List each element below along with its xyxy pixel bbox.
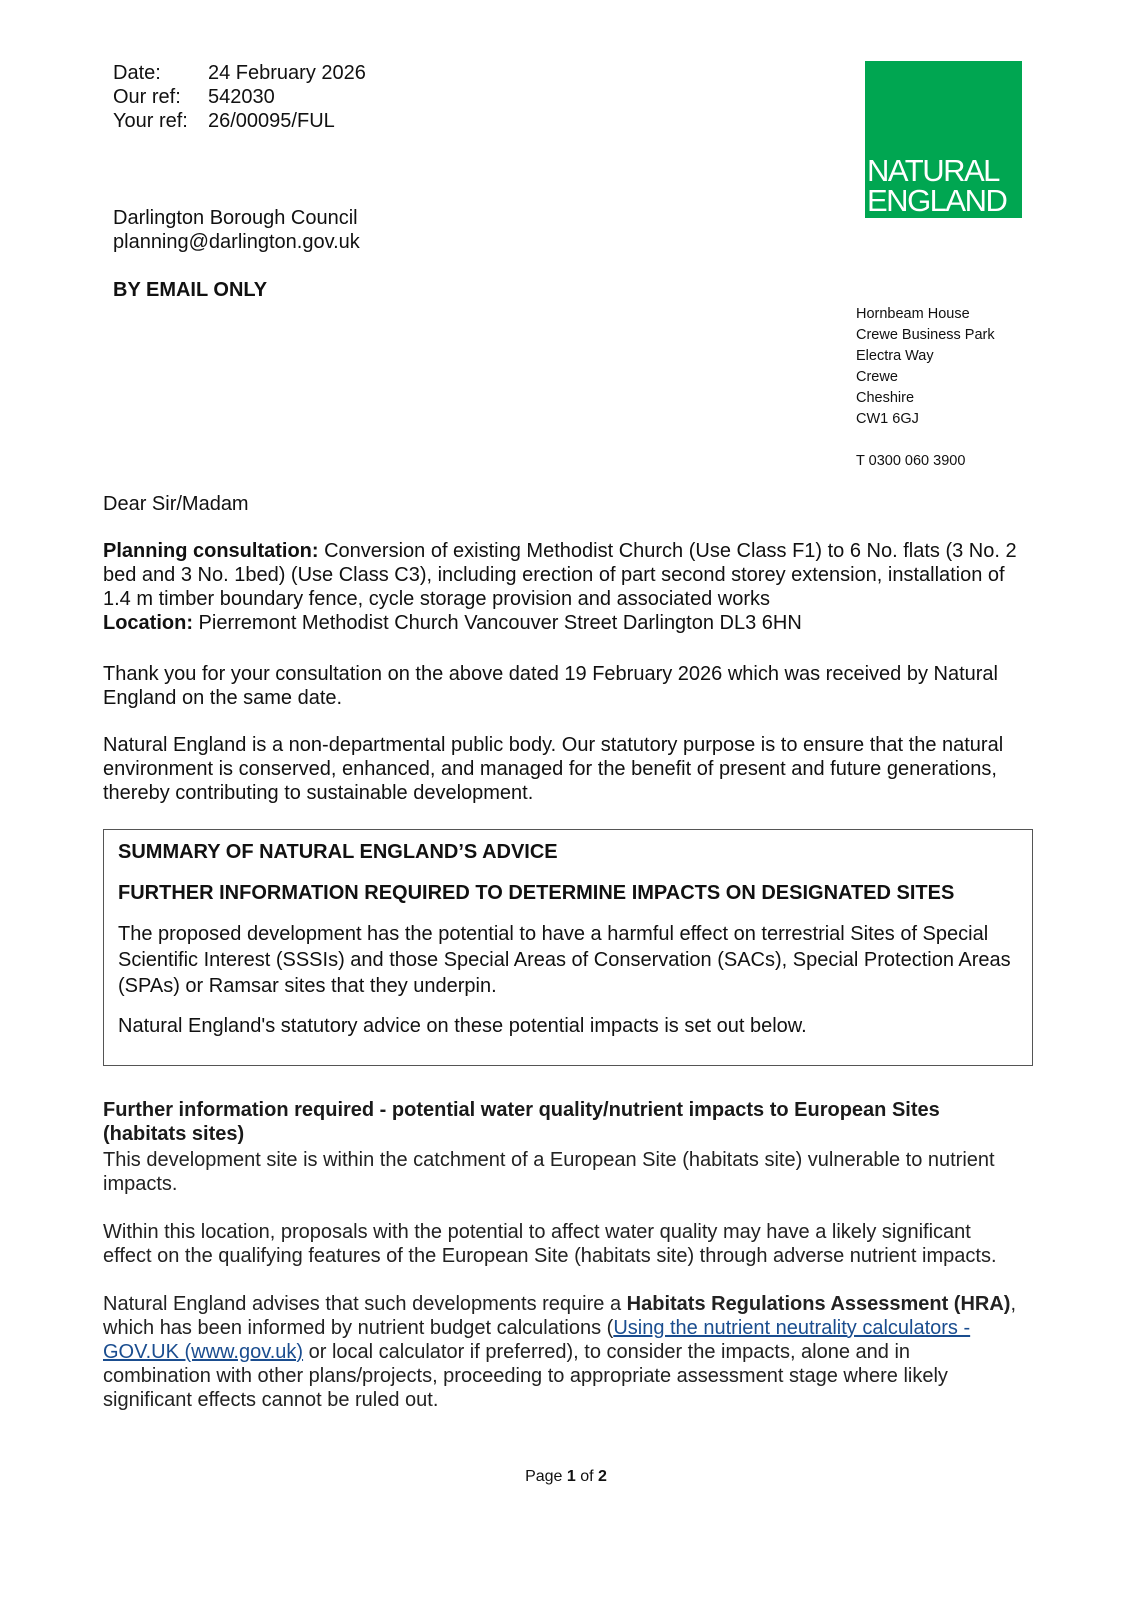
- summary-paragraph: Natural England's statutory advice on these potential impacts is set out below.: [118, 1015, 807, 1037]
- natural-england-logo: [865, 61, 1022, 218]
- salutation: Dear Sir/Madam: [103, 493, 249, 515]
- ref-key: Your ref:: [113, 110, 188, 132]
- reference-block: [113, 61, 366, 133]
- ref-row-date: [113, 61, 366, 85]
- summary-paragraph: The proposed development has the potential to have a harmful effect on terrestrial Sites of Special Scientific Interest (SSSIs) and those Special Areas of Conservation (SACs), Special Protection Areas (SPAs) or Ramsar sites that they underpin.: [118, 923, 1011, 997]
- ref-row-our-ref: [113, 85, 366, 109]
- of-word: of: [575, 1468, 599, 1485]
- purpose-paragraph: Natural England is a non-departmental public body. Our statutory purpose is to ensure that the natural environment is conserved, enhanced, and managed for the benefit of present and future generations, thereby contributing to sustainable development.: [103, 734, 1004, 804]
- logo-line-1: NATURAL: [867, 153, 999, 188]
- page-total: 2: [598, 1468, 607, 1485]
- location-label: Location:: [103, 612, 193, 634]
- ref-row-your-ref: [113, 109, 366, 133]
- nutrient-calculator-link[interactable]: Using the nutrient neutrality calculators - GOV.UK (www.gov.uk): [103, 1317, 971, 1363]
- hra-text: Natural England advises that such developments require a: [103, 1293, 627, 1315]
- sender-address: [856, 304, 995, 472]
- hra-text: , which has been informed by nutrient budget calculations (: [103, 1293, 1016, 1339]
- consultation-label: Planning consultation:: [103, 540, 319, 562]
- page-word: Page: [525, 1468, 567, 1485]
- sender-phone: T 0300 060 3900: [856, 453, 966, 469]
- addressee-email: planning@darlington.gov.uk: [113, 231, 360, 253]
- summary-subtitle: FURTHER INFORMATION REQUIRED TO DETERMINE IMPACTS ON DESIGNATED SITES: [118, 882, 955, 904]
- logo-line-2: ENGLAND: [867, 183, 1007, 218]
- further-info-section: [103, 1098, 1023, 1436]
- address-line: CW1 6GJ: [856, 411, 919, 427]
- thanks-paragraph: Thank you for your consultation on the above dated 19 February 2026 which was received by Natural England on the same date.: [103, 663, 998, 709]
- section-paragraph-hra: [103, 1292, 1023, 1412]
- ref-value: 542030: [208, 86, 275, 108]
- addressee-name: Darlington Borough Council: [113, 207, 358, 229]
- ref-value: 26/00095/FUL: [208, 110, 335, 132]
- consultation-text: Conversion of existing Methodist Church (Use Class F1) to 6 No. flats (3 No. 2 bed and 3 No. 1bed) (Use Class C3), including erection of part second storey extension, installation of 1.4 m timber boundary fence, cycle storage provision and associated works: [103, 540, 1017, 610]
- consultation-details: [103, 539, 1023, 635]
- address-line: Hornbeam House: [856, 306, 970, 322]
- page-footer: [0, 1468, 1132, 1486]
- address-line: Cheshire: [856, 390, 915, 406]
- by-email-notice: BY EMAIL ONLY: [113, 279, 268, 301]
- ref-value: 24 February 2026: [208, 62, 366, 84]
- section-paragraph: This development site is within the catchment of a European Site (habitats site) vulnerable to nutrient impacts.: [103, 1149, 995, 1195]
- addressee: [113, 206, 360, 254]
- ref-key: Our ref:: [113, 86, 181, 108]
- ref-key: Date:: [113, 62, 161, 84]
- advice-summary-box: [103, 829, 1033, 1066]
- address-line: Crewe Business Park: [856, 327, 995, 343]
- section-paragraph: Within this location, proposals with the potential to affect water quality may have a likely significant effect on the qualifying features of the European Site (habitats site) through adverse nutrient impacts.: [103, 1221, 997, 1267]
- address-line: Crewe: [856, 369, 898, 385]
- section-heading: Further information required - potential water quality/nutrient impacts to European Sites (habitats sites): [103, 1099, 940, 1145]
- hra-text: or local calculator if preferred), to consider the impacts, alone and in combination with other plans/projects, proceeding to appropriate assessment stage where likely significant effects cannot be ruled out.: [103, 1341, 948, 1411]
- location-text: Pierremont Methodist Church Vancouver Street Darlington DL3 6HN: [193, 612, 802, 634]
- summary-title: SUMMARY OF NATURAL ENGLAND’S ADVICE: [118, 841, 558, 863]
- hra-bold: Habitats Regulations Assessment (HRA): [626, 1293, 1011, 1315]
- page-number: 1: [566, 1468, 576, 1485]
- address-line: Electra Way: [856, 348, 934, 364]
